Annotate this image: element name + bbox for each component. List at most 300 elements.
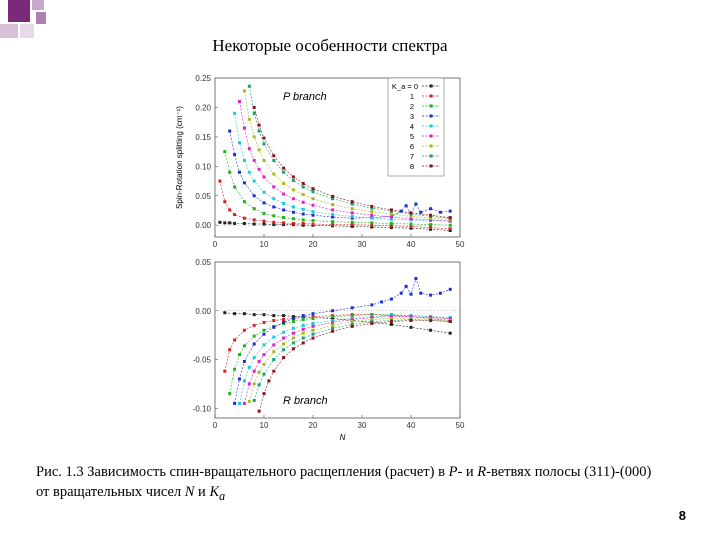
data-point <box>331 203 334 206</box>
data-point <box>233 213 236 216</box>
data-point <box>238 353 241 356</box>
data-point <box>400 210 403 213</box>
page-number: 8 <box>678 508 686 523</box>
data-point <box>351 207 354 210</box>
series-0 <box>218 221 451 232</box>
caption-r-symbol: R <box>477 464 487 480</box>
data-point <box>312 223 315 226</box>
y-tick-label: 0.00 <box>195 306 211 316</box>
data-point <box>302 208 305 211</box>
data-point <box>243 329 246 332</box>
data-point <box>228 348 231 351</box>
data-point <box>302 314 305 317</box>
data-point <box>253 180 256 183</box>
data-point <box>258 168 261 171</box>
data-point <box>223 150 226 153</box>
data-point <box>405 285 408 288</box>
data-point <box>243 379 246 382</box>
data-point <box>302 218 305 221</box>
data-point <box>253 356 256 359</box>
data-point <box>331 330 334 333</box>
data-point <box>410 326 413 329</box>
data-point <box>449 216 452 219</box>
data-point <box>263 313 266 316</box>
data-point <box>312 325 315 328</box>
x-tick-label: 50 <box>455 240 465 249</box>
data-point <box>292 205 295 208</box>
data-point <box>419 292 422 295</box>
data-point <box>282 356 285 359</box>
data-point <box>282 348 285 351</box>
data-point <box>282 331 285 334</box>
data-point <box>263 333 266 336</box>
data-point <box>312 187 315 190</box>
series-line <box>235 279 451 404</box>
data-point <box>282 208 285 211</box>
data-point <box>263 223 266 226</box>
data-point <box>331 321 334 324</box>
data-point <box>223 311 226 314</box>
data-point <box>263 373 266 376</box>
data-point <box>253 382 256 385</box>
x-tick-label: 20 <box>308 240 318 249</box>
data-point <box>302 318 305 321</box>
data-point <box>263 191 266 194</box>
data-point <box>253 106 256 109</box>
series-2 <box>228 313 452 395</box>
data-point <box>263 321 266 324</box>
data-point <box>312 317 315 320</box>
data-point <box>429 226 432 229</box>
data-point <box>238 171 241 174</box>
data-point <box>282 193 285 196</box>
data-point <box>253 194 256 197</box>
legend-label: 7 <box>409 152 414 161</box>
caption-n-symbol: N <box>184 484 195 500</box>
data-point <box>292 217 295 220</box>
series-3 <box>233 277 452 405</box>
data-point <box>263 201 266 204</box>
data-point <box>292 341 295 344</box>
data-point <box>292 188 295 191</box>
data-point <box>243 159 246 162</box>
data-point <box>258 371 261 374</box>
data-point <box>228 221 231 224</box>
data-point <box>351 325 354 328</box>
x-tick-label: 10 <box>259 240 269 249</box>
data-point <box>302 182 305 185</box>
legend-label: 8 <box>409 162 414 171</box>
series-6 <box>248 317 452 403</box>
data-point <box>292 347 295 350</box>
x-tick-label: 50 <box>455 421 465 430</box>
legend-marker <box>430 155 433 158</box>
data-point <box>263 392 266 395</box>
data-point <box>253 399 256 402</box>
data-point <box>331 223 334 226</box>
data-point <box>282 337 285 340</box>
data-point <box>258 410 261 413</box>
series-line <box>249 319 450 402</box>
data-point <box>243 360 246 363</box>
data-point <box>258 130 261 133</box>
data-point <box>302 222 305 225</box>
data-point <box>248 400 251 403</box>
data-point <box>248 366 251 369</box>
data-point <box>292 222 295 225</box>
data-point <box>302 328 305 331</box>
data-point <box>312 329 315 332</box>
data-point <box>331 208 334 211</box>
data-point <box>253 135 256 138</box>
plot-frame <box>215 262 460 418</box>
data-point <box>243 200 246 203</box>
bottom-panel <box>193 258 465 442</box>
top-panel <box>175 74 465 249</box>
data-point <box>312 197 315 200</box>
y-axis-label: Spin-Rotation splitting (cm⁻¹) <box>175 106 184 209</box>
data-point <box>248 382 251 385</box>
data-point <box>292 332 295 335</box>
data-point <box>272 154 275 157</box>
data-point <box>272 214 275 217</box>
data-point <box>233 112 236 115</box>
data-point <box>429 214 432 217</box>
y-tick-label: -0.05 <box>192 355 211 365</box>
data-point <box>312 204 315 207</box>
caption-text: от вращательных чисел <box>36 484 185 500</box>
data-point <box>282 171 285 174</box>
data-point <box>370 303 373 306</box>
data-point <box>258 148 261 151</box>
y-tick-label: 0.10 <box>195 162 211 172</box>
data-point <box>410 223 413 226</box>
y-tick-label: 0.05 <box>195 258 211 267</box>
x-axis-label: N <box>339 433 346 442</box>
caption-text: - и <box>457 464 478 480</box>
data-point <box>312 219 315 222</box>
data-point <box>282 221 285 224</box>
data-point <box>292 337 295 340</box>
y-tick-label: 0.05 <box>195 191 211 201</box>
data-point <box>253 207 256 210</box>
data-point <box>312 214 315 217</box>
data-point <box>272 350 275 353</box>
data-point <box>292 175 295 178</box>
data-point <box>263 353 266 356</box>
data-point <box>253 342 256 345</box>
data-point <box>238 378 241 381</box>
data-point <box>439 211 442 214</box>
y-tick-label: 0.20 <box>195 103 211 113</box>
data-point <box>243 181 246 184</box>
data-point <box>258 360 261 363</box>
data-point <box>439 292 442 295</box>
legend-box <box>388 78 444 176</box>
data-point <box>331 213 334 216</box>
data-point <box>429 207 432 210</box>
caption-k-subscript: a <box>219 488 226 503</box>
data-point <box>233 222 236 225</box>
data-point <box>263 159 266 162</box>
legend-label: 5 <box>409 132 414 141</box>
caption-k-symbol: K <box>209 484 220 500</box>
data-point <box>429 319 432 322</box>
data-point <box>282 342 285 345</box>
data-point <box>390 222 393 225</box>
data-point <box>302 324 305 327</box>
data-point <box>449 210 452 213</box>
x-tick-label: 30 <box>357 240 367 249</box>
data-point <box>351 320 354 323</box>
data-point <box>302 193 305 196</box>
legend-label: K_a = 0 <box>391 82 418 91</box>
data-point <box>272 326 275 329</box>
x-tick-label: 40 <box>406 421 416 430</box>
data-point <box>292 211 295 214</box>
data-point <box>253 335 256 338</box>
data-point <box>282 216 285 219</box>
data-point <box>312 333 315 336</box>
data-point <box>370 205 373 208</box>
x-tick-label: 20 <box>308 421 318 430</box>
data-point <box>272 314 275 317</box>
data-point <box>233 153 236 156</box>
data-point <box>282 321 285 324</box>
data-point <box>292 327 295 330</box>
data-point <box>390 320 393 323</box>
data-point <box>282 202 285 205</box>
data-point <box>370 221 373 224</box>
series-1 <box>223 313 451 373</box>
data-point <box>414 203 417 206</box>
data-point <box>302 337 305 340</box>
data-point <box>331 324 334 327</box>
data-point <box>263 220 266 223</box>
legend-marker <box>430 135 433 138</box>
data-point <box>267 379 270 382</box>
data-point <box>351 200 354 203</box>
legend-marker <box>430 105 433 108</box>
data-point <box>312 190 315 193</box>
data-point <box>302 332 305 335</box>
x-tick-label: 0 <box>212 240 218 249</box>
data-point <box>390 213 393 216</box>
legend-marker <box>430 145 433 148</box>
data-point <box>302 201 305 204</box>
data-point <box>243 217 246 220</box>
slide-title: Некоторые особенности спектра <box>212 36 448 55</box>
data-point <box>218 221 221 224</box>
y-tick-label: 0.15 <box>195 132 211 142</box>
data-point <box>410 211 413 214</box>
data-point <box>228 208 231 211</box>
data-point <box>238 141 241 144</box>
data-point <box>351 314 354 317</box>
series-line <box>240 316 451 404</box>
data-point <box>233 368 236 371</box>
data-point <box>263 363 266 366</box>
data-point <box>243 89 246 92</box>
y-tick-label: 0.00 <box>195 221 211 231</box>
data-point <box>400 292 403 295</box>
legend-marker <box>430 125 433 128</box>
x-tick-label: 40 <box>406 240 416 249</box>
data-point <box>253 324 256 327</box>
data-point <box>238 402 241 405</box>
data-point <box>258 124 261 127</box>
data-point <box>263 137 266 140</box>
data-point <box>272 159 275 162</box>
caption-text: -ветвях полосы (311)-(000) <box>486 464 652 480</box>
legend-label: 4 <box>409 122 414 131</box>
data-point <box>272 336 275 339</box>
data-point <box>248 85 251 88</box>
data-point <box>370 322 373 325</box>
data-point <box>233 185 236 188</box>
data-point <box>312 322 315 325</box>
data-point <box>272 370 275 373</box>
data-point <box>263 175 266 178</box>
caption-text: и <box>194 484 210 500</box>
data-point <box>253 159 256 162</box>
data-point <box>331 309 334 312</box>
caption-p-symbol: P <box>448 464 458 480</box>
data-point <box>233 339 236 342</box>
y-tick-label: -0.10 <box>192 404 211 414</box>
data-point <box>292 179 295 182</box>
data-point <box>331 315 334 318</box>
data-point <box>312 210 315 213</box>
data-point <box>238 100 241 103</box>
data-point <box>380 300 383 303</box>
data-point <box>302 341 305 344</box>
data-point <box>282 314 285 317</box>
y-tick-label: 0.25 <box>195 74 211 83</box>
data-point <box>272 197 275 200</box>
data-point <box>390 323 393 326</box>
data-point <box>243 402 246 405</box>
data-point <box>253 370 256 373</box>
data-point <box>370 217 373 220</box>
data-point <box>331 220 334 223</box>
data-point <box>253 218 256 221</box>
data-point <box>331 195 334 198</box>
data-point <box>292 320 295 323</box>
legend-marker <box>430 85 433 88</box>
data-point <box>292 197 295 200</box>
data-point <box>351 306 354 309</box>
data-point <box>223 370 226 373</box>
data-point <box>228 392 231 395</box>
data-point <box>405 204 408 207</box>
data-point <box>312 312 315 315</box>
data-point <box>223 200 226 203</box>
data-point <box>272 172 275 175</box>
data-point <box>243 127 246 130</box>
legend <box>388 78 444 176</box>
data-point <box>390 215 393 218</box>
data-point <box>351 215 354 218</box>
data-point <box>272 343 275 346</box>
data-point <box>263 329 266 332</box>
data-point <box>449 227 452 230</box>
data-point <box>263 212 266 215</box>
data-point <box>218 180 221 183</box>
data-point <box>282 318 285 321</box>
series-0 <box>223 311 451 334</box>
data-point <box>248 147 251 150</box>
legend-marker <box>430 115 433 118</box>
legend-marker <box>430 165 433 168</box>
data-point <box>258 383 261 386</box>
data-point <box>223 221 226 224</box>
data-point <box>449 288 452 291</box>
x-tick-label: 30 <box>357 421 367 430</box>
data-point <box>263 343 266 346</box>
data-point <box>272 205 275 208</box>
data-point <box>253 313 256 316</box>
figure-caption <box>36 462 676 506</box>
data-point <box>302 185 305 188</box>
data-point <box>253 223 256 226</box>
data-point <box>248 171 251 174</box>
data-point <box>429 223 432 226</box>
data-point <box>263 142 266 145</box>
x-tick-label: 10 <box>259 421 269 430</box>
branch-annotation: P branch <box>283 91 327 103</box>
data-point <box>272 319 275 322</box>
data-point <box>282 167 285 170</box>
legend-marker <box>430 95 433 98</box>
data-point <box>449 224 452 227</box>
data-point <box>272 358 275 361</box>
data-point <box>419 211 422 214</box>
data-point <box>449 320 452 323</box>
data-point <box>351 211 354 214</box>
data-point <box>272 221 275 224</box>
data-point <box>429 329 432 332</box>
data-point <box>370 210 373 213</box>
legend-label: 1 <box>409 92 414 101</box>
data-point <box>390 298 393 301</box>
data-point <box>312 337 315 340</box>
data-point <box>243 312 246 315</box>
data-point <box>292 317 295 320</box>
data-point <box>410 293 413 296</box>
data-point <box>429 294 432 297</box>
data-point <box>228 130 231 133</box>
data-point <box>331 327 334 330</box>
data-point <box>370 214 373 217</box>
legend-label: 2 <box>409 102 414 111</box>
data-point <box>248 118 251 121</box>
data-point <box>302 213 305 216</box>
data-point <box>233 402 236 405</box>
data-point <box>390 208 393 211</box>
data-point <box>233 312 236 315</box>
x-tick-label: 0 <box>212 421 218 430</box>
data-point <box>410 319 413 322</box>
data-point <box>351 221 354 224</box>
data-point <box>272 185 275 188</box>
caption-text: Рис. 1.3 Зависимость спин-вращательного расщепления (расчет) в <box>36 464 449 480</box>
branch-annotation: R branch <box>283 395 328 407</box>
legend-label: 6 <box>409 142 414 151</box>
data-point <box>228 171 231 174</box>
data-point <box>414 277 417 280</box>
data-point <box>449 332 452 335</box>
